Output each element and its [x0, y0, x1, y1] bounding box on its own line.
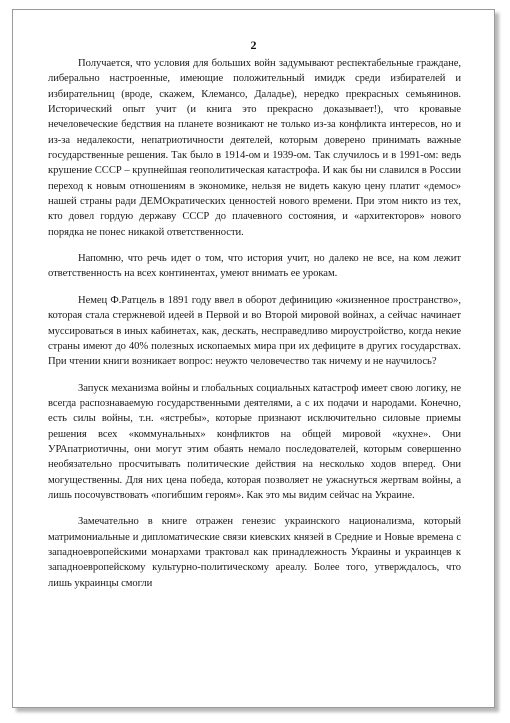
paragraph: Замечательно в книге отражен генезис украинского национализма, который матримониальные и дипломатические связи киевских князей в Средние и Новые времена с западноевропейскими монархами трактовал как принадлежность Украины и украинцев к западноевропейскому культурно-политическому ареалу. Более того, утверждалось, что лишь украинцы смогли [48, 516, 461, 589]
paragraph: Получается, что условия для больших войн задумывают респектабельные граждане, либерально настроенные, имеющие положительный имидж среди избирателей и избирательниц (вроде, скажем, Клемансо, Даладье), нередко прекрасных семьянинов. Исторический опыт учит (и книга это прекрасно доказывает!), что кровавые нечеловеческие бедствия на планете возникают не только из-за конфликта интересов, но и из-за недалекости, непатриотичности деятелей, которым доверено принимать важные государственные решения. Так было в 1914-ом и 1939-ом. Так случилось и в 1991-ом: ведь крушение СССР – крупнейшая геополитическая катастрофа. И как бы ни славился в России переход к новым отношениям в экономике, нельзя не видеть какую цену платит «демос» нашей страны ради ДЕМОкратических ценностей нового времени. При этом никто из тех, кто довел гордую державу СССР до плачевного состояния, и «архитекторов» нового порядка не понес никакой ответственности. [48, 58, 461, 238]
document-page [12, 9, 495, 708]
paragraph: Немец Ф.Ратцель в 1891 году ввел в оборот дефиницию «жизненное пространство», которая стала стержневой идеей в Первой и во Второй мировой войнах, а сейчас начинает муссироваться в иных кабинетах, как, дескать, несправедливо мироустройство, когда некие страны имеют до 40% полезных ископаемых мира при их дефиците в других государствах. При чтении книги возникает вопрос: неужто человечество так ничему и не научилось? [48, 294, 461, 368]
paragraph: Запуск механизма войны и глобальных социальных катастроф имеет свою логику, не всегда распознаваемую государственными деятелями, а с их подачи и народами. Конечно, есть силы войны, т.н. «ястребы», которые признают исключительно силовые приемы решения всех «коммунальных» конфликтов на общей мировой «кухне». Они УРАпатриотичны, они могут этим обаять немало последователей, которым совершенно необязательно просчитывать политические действия на несколько ходов вперед. Они могущественны. Для них цена победа, которая позволяет не ужаснуться жертвам войны, а лишь посочувствовать «погибшим героям». Как это мы видим сейчас на Украине. [48, 382, 461, 501]
document-body [48, 56, 461, 602]
paragraph: Напомню, что речь идет о том, что история учит, но далеко не все, на ком лежит ответственность на всех континентах, умеют внимать ее урокам. [48, 253, 461, 280]
page-number: 2 [250, 38, 257, 52]
